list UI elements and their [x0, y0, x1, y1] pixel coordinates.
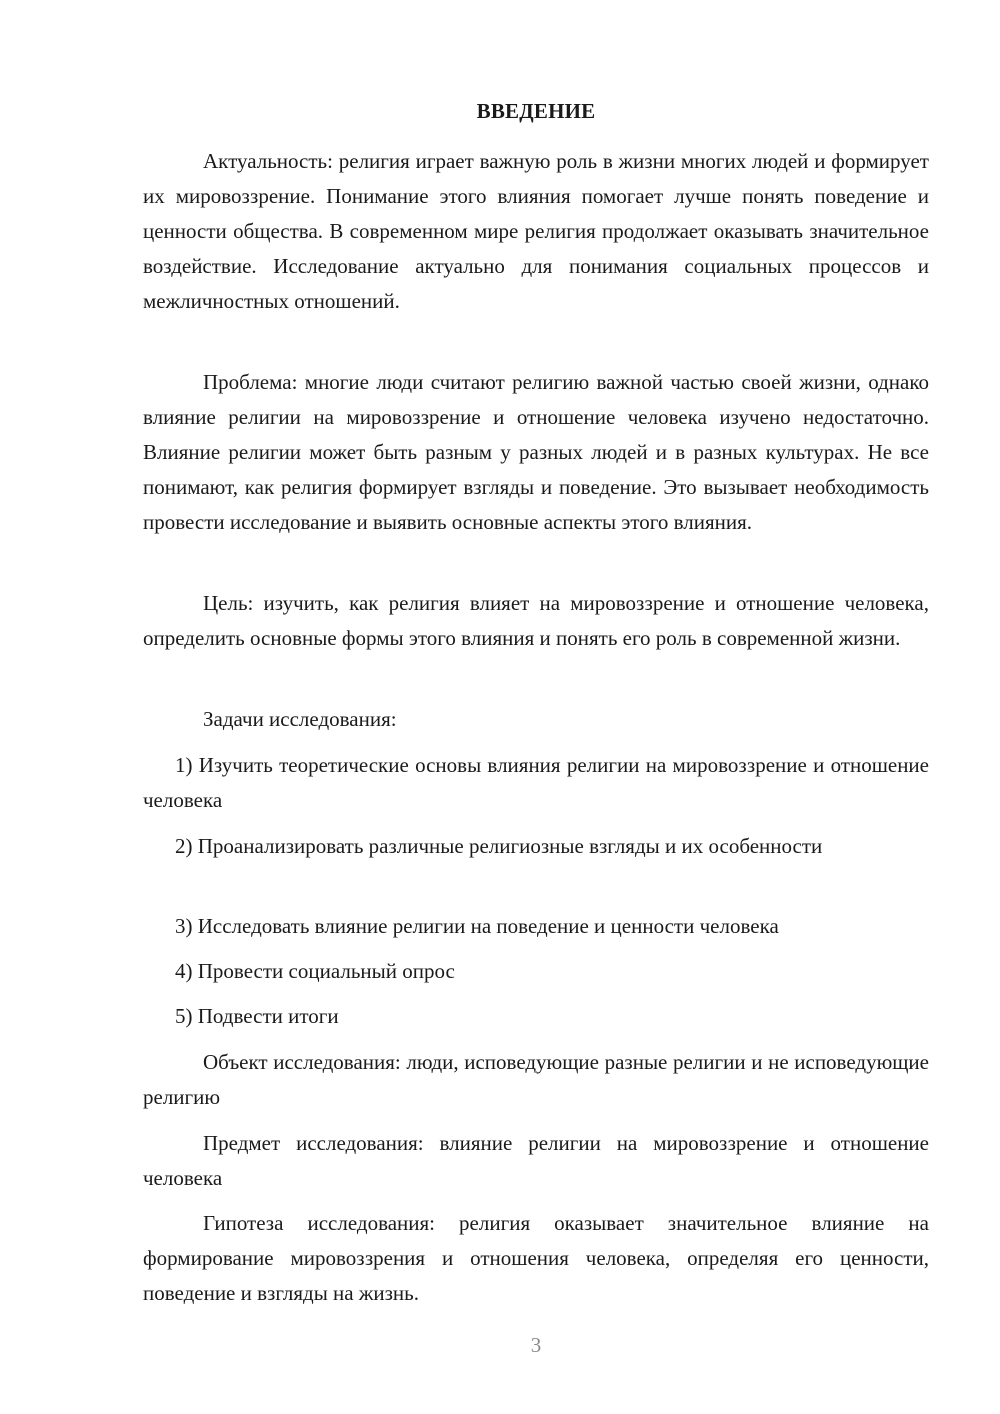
task-item: 5) Подвести итоги [175, 1004, 339, 1028]
tasks-title: Задачи исследования: [203, 707, 397, 731]
task-item: 1) Изучить теоретические основы влияния религии на мировоззрение и отношение человека [143, 753, 929, 812]
subject-paragraph: Предмет исследования: влияние религии на мировоззрение и отношение человека [143, 1131, 929, 1190]
section-heading: ВВЕДЕНИЕ [476, 99, 596, 123]
task-item: 3) Исследовать влияние религии на поведение и ценности человека [175, 914, 779, 938]
problem-paragraph: Проблема: многие люди считают религию важной частью своей жизни, однако влияние религии на мировоззрение и отношение человека изучено недостаточно. Влияние религии может быть разным у разных людей и в разных культурах. Не все понимают, как религия формирует взгляды и поведение. Это вызывает необходимость провести исследование и выявить основные аспекты этого влияния. [143, 370, 929, 534]
hypothesis-paragraph: Гипотеза исследования: религия оказывает значительное влияние на формирование мировоззрения и отношения человека, определяя его ценности, поведение и взгляды на жизнь. [143, 1211, 929, 1305]
task-item: 4) Провести социальный опрос [175, 959, 455, 983]
goal-paragraph: Цель: изучить, как религия влияет на мировоззрение и отношение человека, определить основные формы этого влияния и понять его роль в современной жизни. [143, 591, 929, 650]
page-number: 3 [530, 1333, 542, 1357]
object-paragraph: Объект исследования: люди, исповедующие разные религии и не исповедующие религию [143, 1050, 929, 1109]
task-item: 2) Проанализировать различные религиозные взгляды и их особенности [175, 834, 823, 858]
relevance-paragraph: Актуальность: религия играет важную роль в жизни многих людей и формирует их мировоззрение. Понимание этого влияния помогает лучше понять поведение и ценности общества. В современном мире религия продолжает оказывать значительное воздействие. Исследование актуально для понимания социальных процессов и межличностных отношений. [143, 149, 929, 313]
